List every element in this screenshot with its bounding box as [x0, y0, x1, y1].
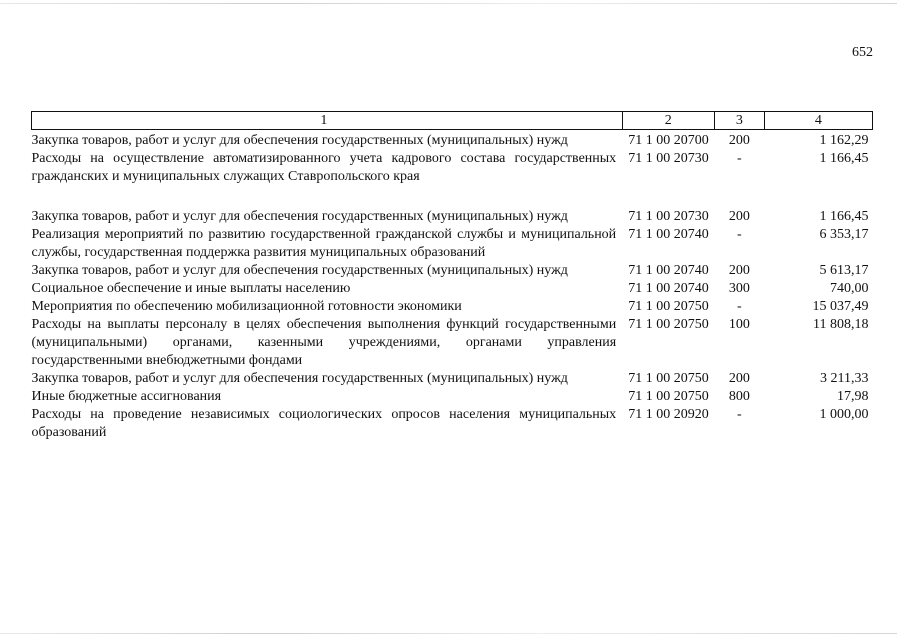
row-code: 71 1 00 20920 [628, 407, 709, 422]
row-code: 71 1 00 20750 [628, 299, 709, 314]
row-type: 800 [728, 389, 750, 404]
row-type: 200 [728, 133, 750, 148]
row-code: 71 1 00 20730 [628, 209, 709, 224]
budget-table [31, 111, 873, 442]
row-code: 71 1 00 20750 [628, 389, 709, 404]
row-name: Иные бюджетные ассигнования [31, 389, 222, 404]
row-name: Мероприятия по обеспечению мобилизационной готовности экономики [31, 299, 462, 314]
row-type: - [736, 299, 742, 314]
row-type: 100 [728, 317, 750, 332]
row-code: 71 1 00 20740 [628, 281, 709, 296]
row-name: Расходы на проведение независимых социологических опросов населения муниципальных образований [31, 407, 617, 440]
scan-edge-top [0, 3, 897, 4]
page-number: 652 [852, 45, 873, 60]
table-row [32, 208, 873, 226]
row-code: 71 1 00 20740 [628, 227, 709, 242]
table-row [32, 316, 873, 370]
row-sum: 15 037,49 [812, 299, 869, 314]
row-code: 71 1 00 20750 [628, 317, 709, 332]
row-sum: 17,98 [837, 389, 869, 404]
header-col-1: 1 [32, 112, 623, 130]
row-sum: 1 166,45 [819, 151, 869, 166]
row-code: 71 1 00 20730 [628, 151, 709, 166]
row-type: 200 [728, 209, 750, 224]
header-col-2: 2 [622, 112, 714, 130]
table-row [32, 298, 873, 316]
row-name: Закупка товаров, работ и услуг для обеспечения государственных (муниципальных) нужд [31, 209, 568, 224]
row-type: - [736, 151, 742, 166]
table-row [32, 226, 873, 262]
table-row [32, 262, 873, 280]
row-sum: 1 162,29 [819, 133, 869, 148]
row-sum: 5 613,17 [819, 263, 869, 278]
header-col-4: 4 [764, 112, 872, 130]
row-type: 200 [728, 263, 750, 278]
row-type: 200 [728, 371, 750, 386]
row-code: 71 1 00 20700 [628, 133, 709, 148]
row-sum: 1 000,00 [819, 407, 869, 422]
row-type: 300 [728, 281, 750, 296]
row-type: - [736, 407, 742, 422]
row-name: Закупка товаров, работ и услуг для обеспечения государственных (муниципальных) нужд [31, 371, 568, 386]
row-code: 71 1 00 20750 [628, 371, 709, 386]
row-code: 71 1 00 20740 [628, 263, 709, 278]
table-row [32, 388, 873, 406]
table-row [32, 406, 873, 442]
row-name: Расходы на осуществление автоматизированного учета кадрового состава государственных гражданских и муниципальных служащих Ставропольского края [31, 151, 617, 184]
table-row [32, 150, 873, 208]
row-sum: 6 353,17 [819, 227, 869, 242]
table-header-row [32, 112, 873, 130]
row-name: Закупка товаров, работ и услуг для обеспечения государственных (муниципальных) нужд [31, 263, 568, 278]
scan-edge-bottom [0, 633, 897, 634]
row-name: Реализация мероприятий по развитию государственной гражданской службы и муниципальной службы, государственная поддержка развития муниципальных образований [31, 227, 617, 260]
row-sum: 11 808,18 [813, 317, 869, 332]
row-sum: 3 211,33 [820, 371, 869, 386]
table-row [32, 130, 873, 151]
row-sum: 740,00 [830, 281, 869, 296]
table-row [32, 280, 873, 298]
row-type: - [736, 227, 742, 242]
header-col-3: 3 [714, 112, 764, 130]
row-name: Социальное обеспечение и иные выплаты населению [31, 281, 351, 296]
row-name: Расходы на выплаты персоналу в целях обеспечения выполнения функций государственными (муниципальными) органами, казенными учреждениями, органами управления государственными внебюджетными фондами [31, 317, 617, 368]
table-row [32, 370, 873, 388]
row-sum: 1 166,45 [819, 209, 869, 224]
row-name: Закупка товаров, работ и услуг для обеспечения государственных (муниципальных) нужд [31, 133, 568, 148]
